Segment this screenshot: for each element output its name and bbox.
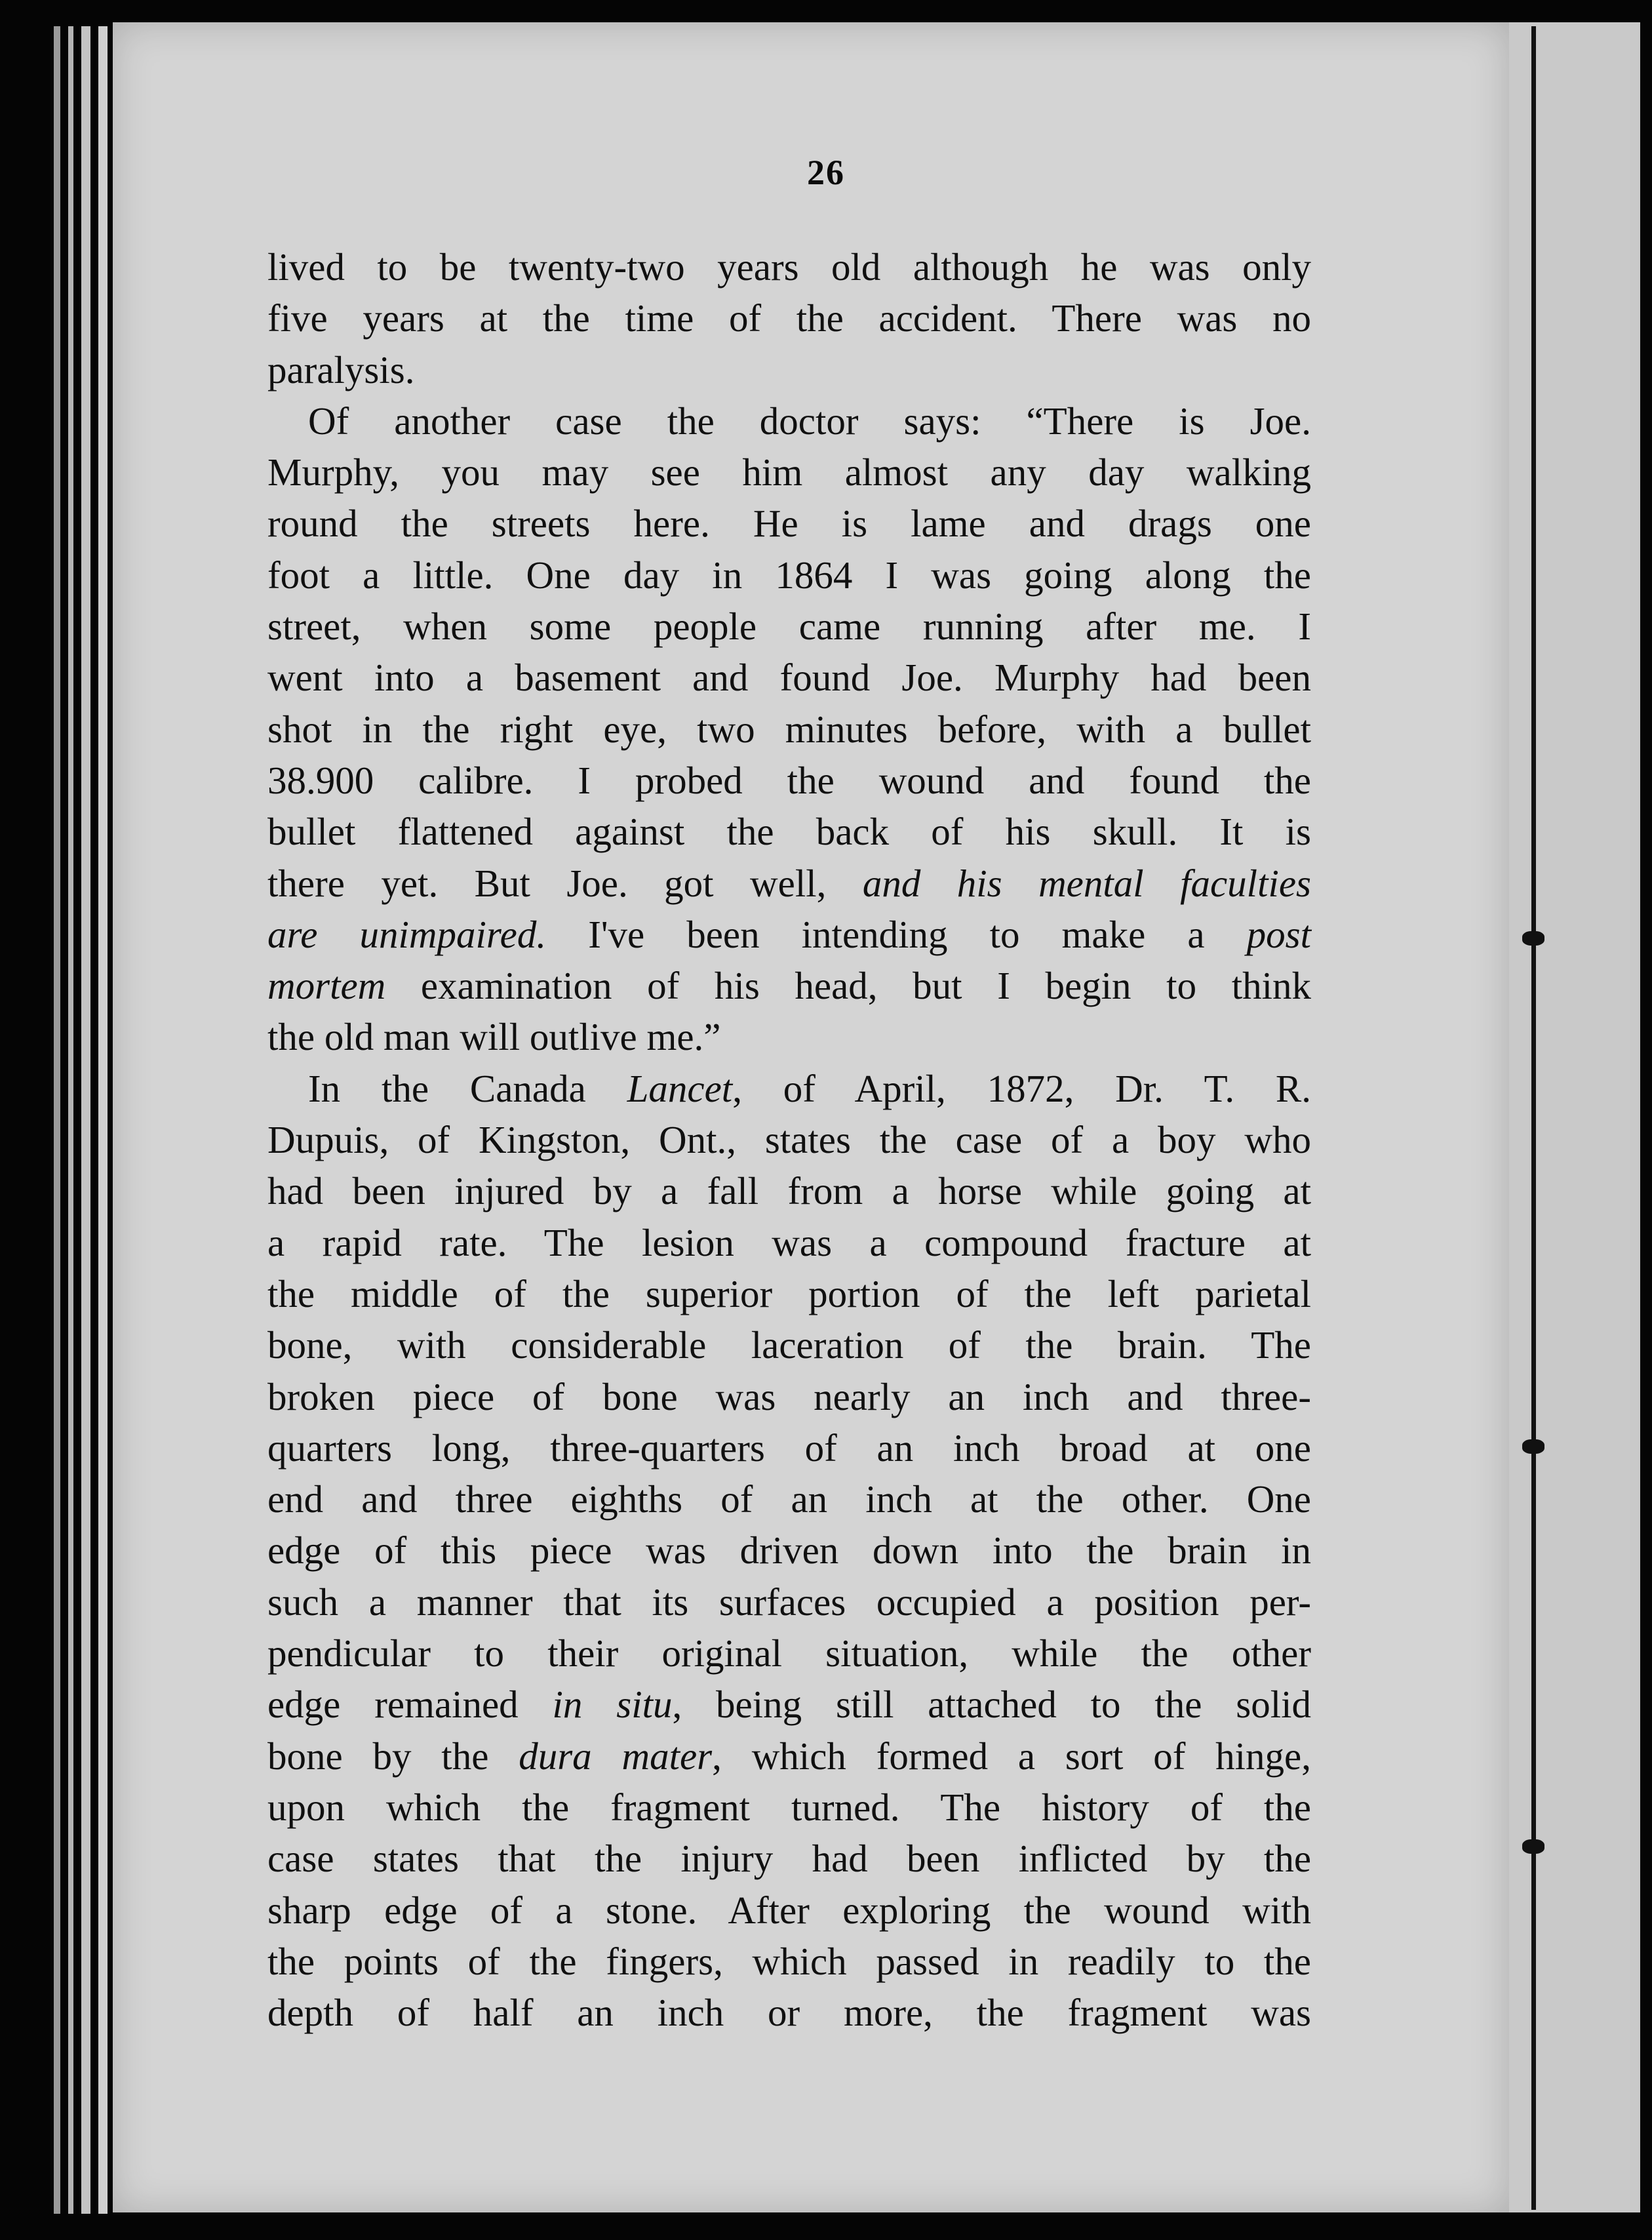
text-line	[267, 292, 1311, 344]
italic-text: are unimpaired.	[267, 912, 547, 956]
text-line	[267, 1422, 1311, 1473]
text-segment: the old man will outlive me.”	[267, 1015, 721, 1059]
binding-stitch	[1522, 1839, 1544, 1854]
text-segment: five years at the time of the accident. There was no	[267, 296, 1311, 340]
italic-text: post	[1246, 912, 1311, 956]
text-line	[267, 704, 1311, 755]
text-segment: bone by the	[267, 1734, 519, 1778]
text-segment: depth of half an inch or more, the fragment was	[267, 1991, 1311, 2035]
text-segment: end and three eighths of an inch at the other. One	[267, 1477, 1311, 1521]
text-segment: round the streets here. He is lame and drags one	[267, 502, 1311, 546]
text-segment: edge of this piece was driven down into the brain in	[267, 1529, 1311, 1572]
italic-text: dura mater	[519, 1734, 713, 1778]
text-line	[267, 909, 1311, 960]
text-segment: had been injured by a fall from a horse while going at	[267, 1169, 1311, 1213]
text-line	[267, 1063, 1311, 1114]
text-segment: a rapid rate. The lesion was a compound fracture at	[267, 1220, 1311, 1264]
text-line	[267, 1782, 1311, 1833]
text-segment: examination of his head, but I begin to think	[385, 964, 1311, 1008]
text-segment: paralysis.	[267, 348, 415, 391]
text-segment: bullet flattened against the back of his skull. It is	[267, 810, 1311, 854]
text-line	[267, 652, 1311, 703]
page-number: 26	[807, 153, 845, 192]
text-segment: street, when some people came running after me. I	[267, 605, 1311, 649]
text-line	[267, 1011, 1311, 1062]
text-segment: I've been intending to make a	[546, 912, 1247, 956]
text-segment: case states that the injury had been inflicted by the	[267, 1837, 1311, 1881]
text-line	[267, 1833, 1311, 1884]
text-segment: Murphy, you may see him almost any day walking	[267, 450, 1311, 494]
text-segment: Of another case the doctor says: “There is Joe.	[308, 399, 1311, 443]
text-segment: , being still attached to the solid	[672, 1683, 1312, 1727]
text-segment: went into a basement and found Joe. Murphy had been	[267, 656, 1311, 700]
text-line	[267, 1525, 1311, 1576]
text-segment: lived to be twenty-two years old although he was only	[267, 245, 1311, 289]
text-line	[267, 1679, 1311, 1730]
page-edge	[54, 26, 60, 2214]
binding-line	[1531, 26, 1536, 2210]
text-line	[267, 1987, 1311, 2038]
body-text	[267, 241, 1311, 2038]
page-edge	[81, 26, 90, 2214]
text-line	[267, 1217, 1311, 1268]
text-line	[267, 1371, 1311, 1422]
text-line	[267, 1628, 1311, 1679]
text-segment: such a manner that its surfaces occupied a position per-	[267, 1580, 1311, 1624]
text-segment: bone, with considerable laceration of the brain. The	[267, 1323, 1311, 1367]
text-line	[267, 1165, 1311, 1216]
text-line	[267, 858, 1311, 909]
text-segment: there yet. But Joe. got well,	[267, 861, 863, 905]
binding-stitch	[1522, 931, 1544, 946]
italic-text: Lancet	[627, 1066, 733, 1110]
text-segment: sharp edge of a stone. After exploring the wound with	[267, 1888, 1311, 1932]
binding-gutter	[1509, 22, 1640, 2212]
page-edge	[98, 26, 108, 2214]
text-segment: edge remained	[267, 1683, 553, 1727]
text-line	[267, 447, 1311, 498]
text-segment: the middle of the superior portion of the left parietal	[267, 1271, 1311, 1315]
text-line	[267, 755, 1311, 806]
text-line	[267, 395, 1311, 447]
text-segment: , of April, 1872, Dr. T. R.	[732, 1066, 1311, 1110]
text-line	[267, 1268, 1311, 1319]
text-segment: In the Canada	[308, 1066, 627, 1110]
text-line	[267, 550, 1311, 601]
text-line	[267, 1885, 1311, 1936]
text-line	[267, 241, 1311, 292]
text-line	[267, 344, 1311, 395]
text-line	[267, 960, 1311, 1011]
text-line	[267, 1730, 1311, 1782]
text-segment: , which formed a sort of hinge,	[712, 1734, 1311, 1778]
text-segment: quarters long, three-quarters of an inch broad at one	[267, 1426, 1311, 1470]
text-line	[267, 1576, 1311, 1628]
italic-text: and his mental faculties	[862, 861, 1311, 905]
text-line	[267, 806, 1311, 857]
text-line	[267, 1319, 1311, 1370]
text-line	[267, 1936, 1311, 1987]
text-segment: broken piece of bone was nearly an inch and three-	[267, 1374, 1311, 1418]
text-line	[267, 601, 1311, 652]
text-segment: upon which the fragment turned. The history of the	[267, 1785, 1311, 1829]
text-line	[267, 1473, 1311, 1525]
text-line	[267, 498, 1311, 549]
italic-text: mortem	[267, 964, 386, 1008]
text-segment: the points of the fingers, which passed in readily to the	[267, 1939, 1311, 1983]
text-segment: pendicular to their original situation, while the other	[267, 1631, 1311, 1675]
text-line	[267, 1114, 1311, 1165]
italic-text: in situ	[552, 1683, 673, 1727]
text-segment: shot in the right eye, two minutes before, with a bullet	[267, 707, 1311, 751]
text-segment: Dupuis, of Kingston, Ont., states the case of a boy who	[267, 1118, 1311, 1162]
page-edge	[68, 26, 73, 2214]
binding-stitch	[1522, 1439, 1544, 1454]
text-segment: 38.900 calibre. I probed the wound and found the	[267, 758, 1311, 802]
text-segment: foot a little. One day in 1864 I was going along the	[267, 553, 1311, 597]
